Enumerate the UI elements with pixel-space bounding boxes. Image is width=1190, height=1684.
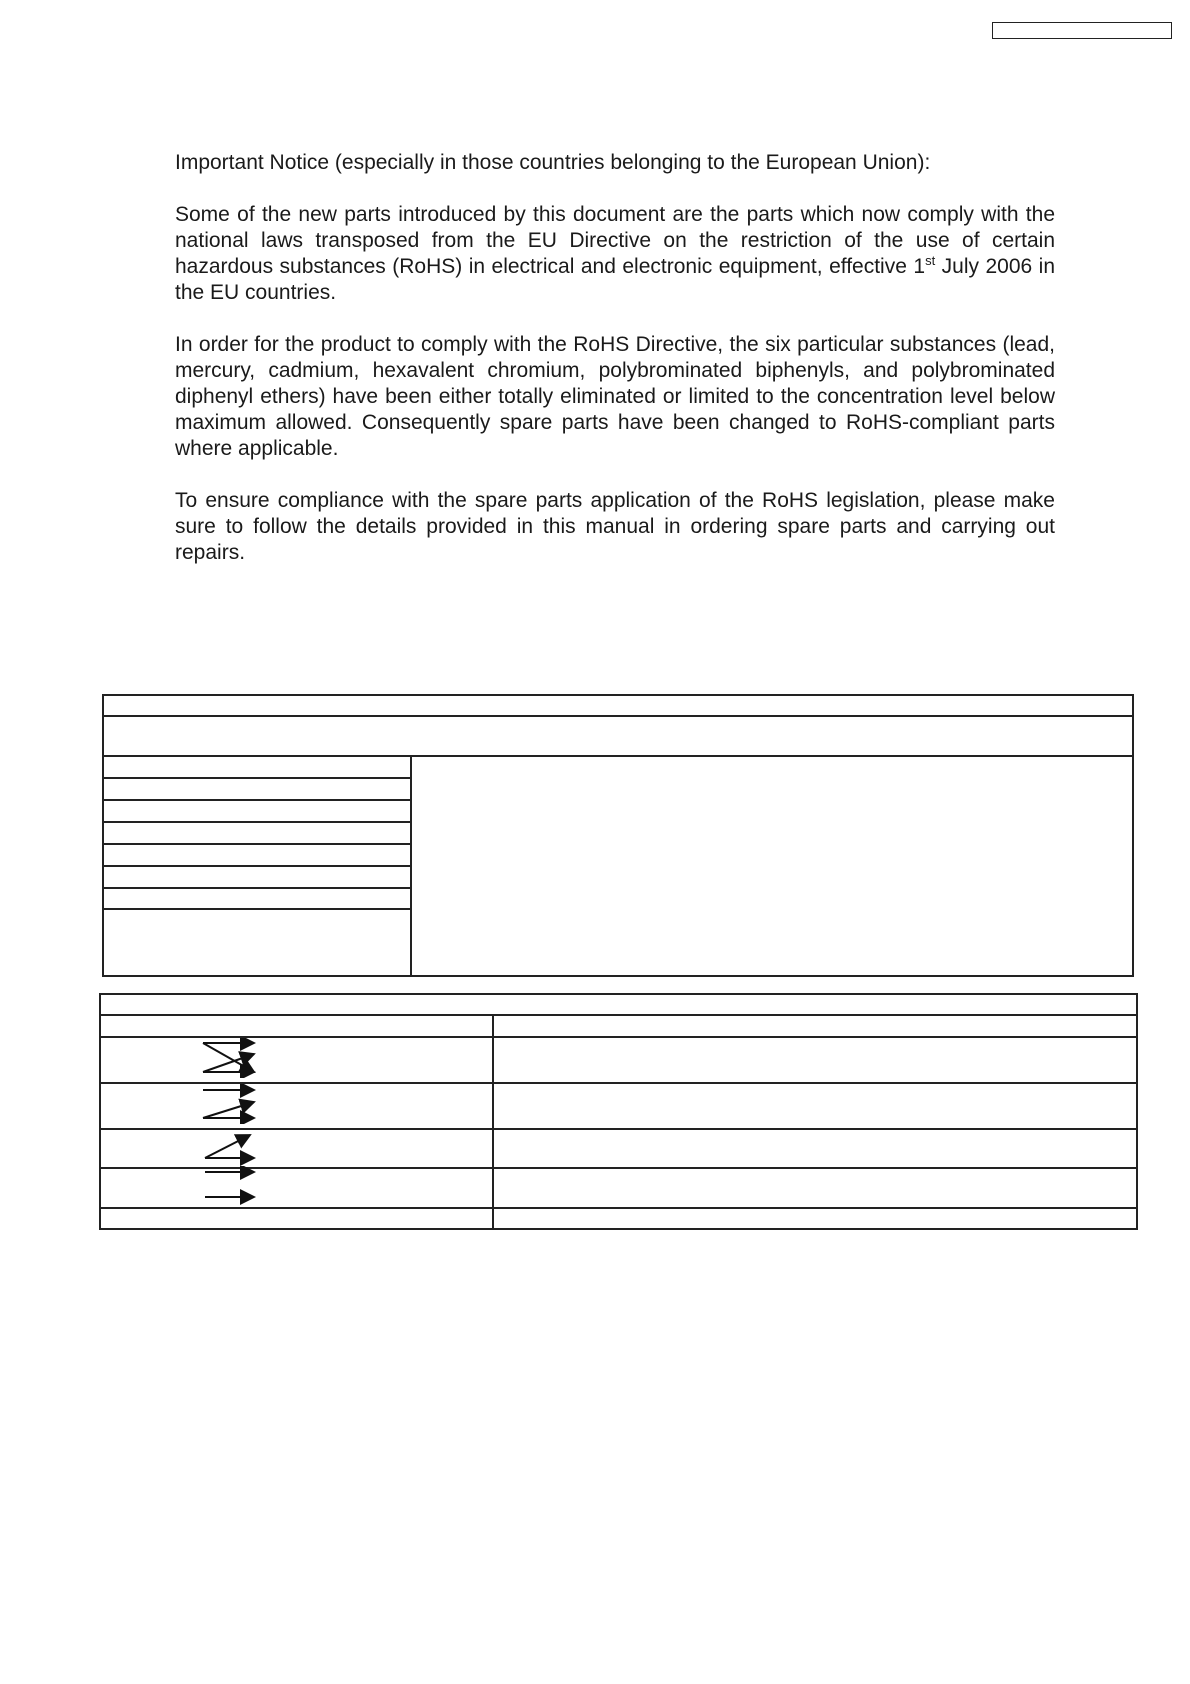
info-table-row-divider xyxy=(102,777,410,779)
interchangeability-table-row-divider xyxy=(99,1207,1138,1209)
info-table-row-divider xyxy=(102,908,410,910)
notice-title: Important Notice (especially in those countries belonging to the European Union): xyxy=(175,151,931,174)
info-table-row-divider xyxy=(102,887,410,889)
interchangeability-table-row-divider xyxy=(99,1014,1138,1016)
info-table-row-divider xyxy=(102,799,410,801)
info-table-row-divider xyxy=(102,821,410,823)
info-table-row-divider xyxy=(102,755,1134,757)
notice-paragraph-3: To ensure compliance with the spare parts application of the RoHS legislation, please make sure to follow the details provided in this manual in ordering spare parts and carrying out repairs. xyxy=(175,489,1055,564)
interchangeability-table-column-divider xyxy=(492,1014,494,1230)
info-table-row-divider xyxy=(102,865,410,867)
rohs-notice xyxy=(175,150,1055,592)
diagonal-forward-arrows-icon xyxy=(200,1084,260,1124)
crossed-arrows-icon xyxy=(200,1038,260,1078)
parallel-arrows-icon xyxy=(200,1166,260,1206)
document-number-box xyxy=(992,22,1172,39)
info-table-column-divider xyxy=(410,755,412,977)
info-table-row-divider xyxy=(102,843,410,845)
diagonal-up-arrow-icon xyxy=(200,1130,260,1166)
info-table-row-divider xyxy=(102,715,1134,717)
notice-paragraph-2: In order for the product to comply with the RoHS Directive, the six particular substances (lead, mercury, cadmium, hexavalent chromium, polybrominated biphenyls, and polybrominated diphenyl ethers) have been either totally eliminated or limited to the concentration level below maximum allowed. Consequently spare parts have been changed to RoHS-compliant parts where applicable. xyxy=(175,333,1055,460)
info-table-frame xyxy=(102,694,1134,977)
notice-paragraph-1: Some of the new parts introduced by this document are the parts which now comply with the national laws transposed from the EU Directive on the restriction of the use of certain hazardous substances (RoHS) in electrical and electronic equipment, effective 1st July 2006 in the EU countries. xyxy=(175,203,1055,304)
